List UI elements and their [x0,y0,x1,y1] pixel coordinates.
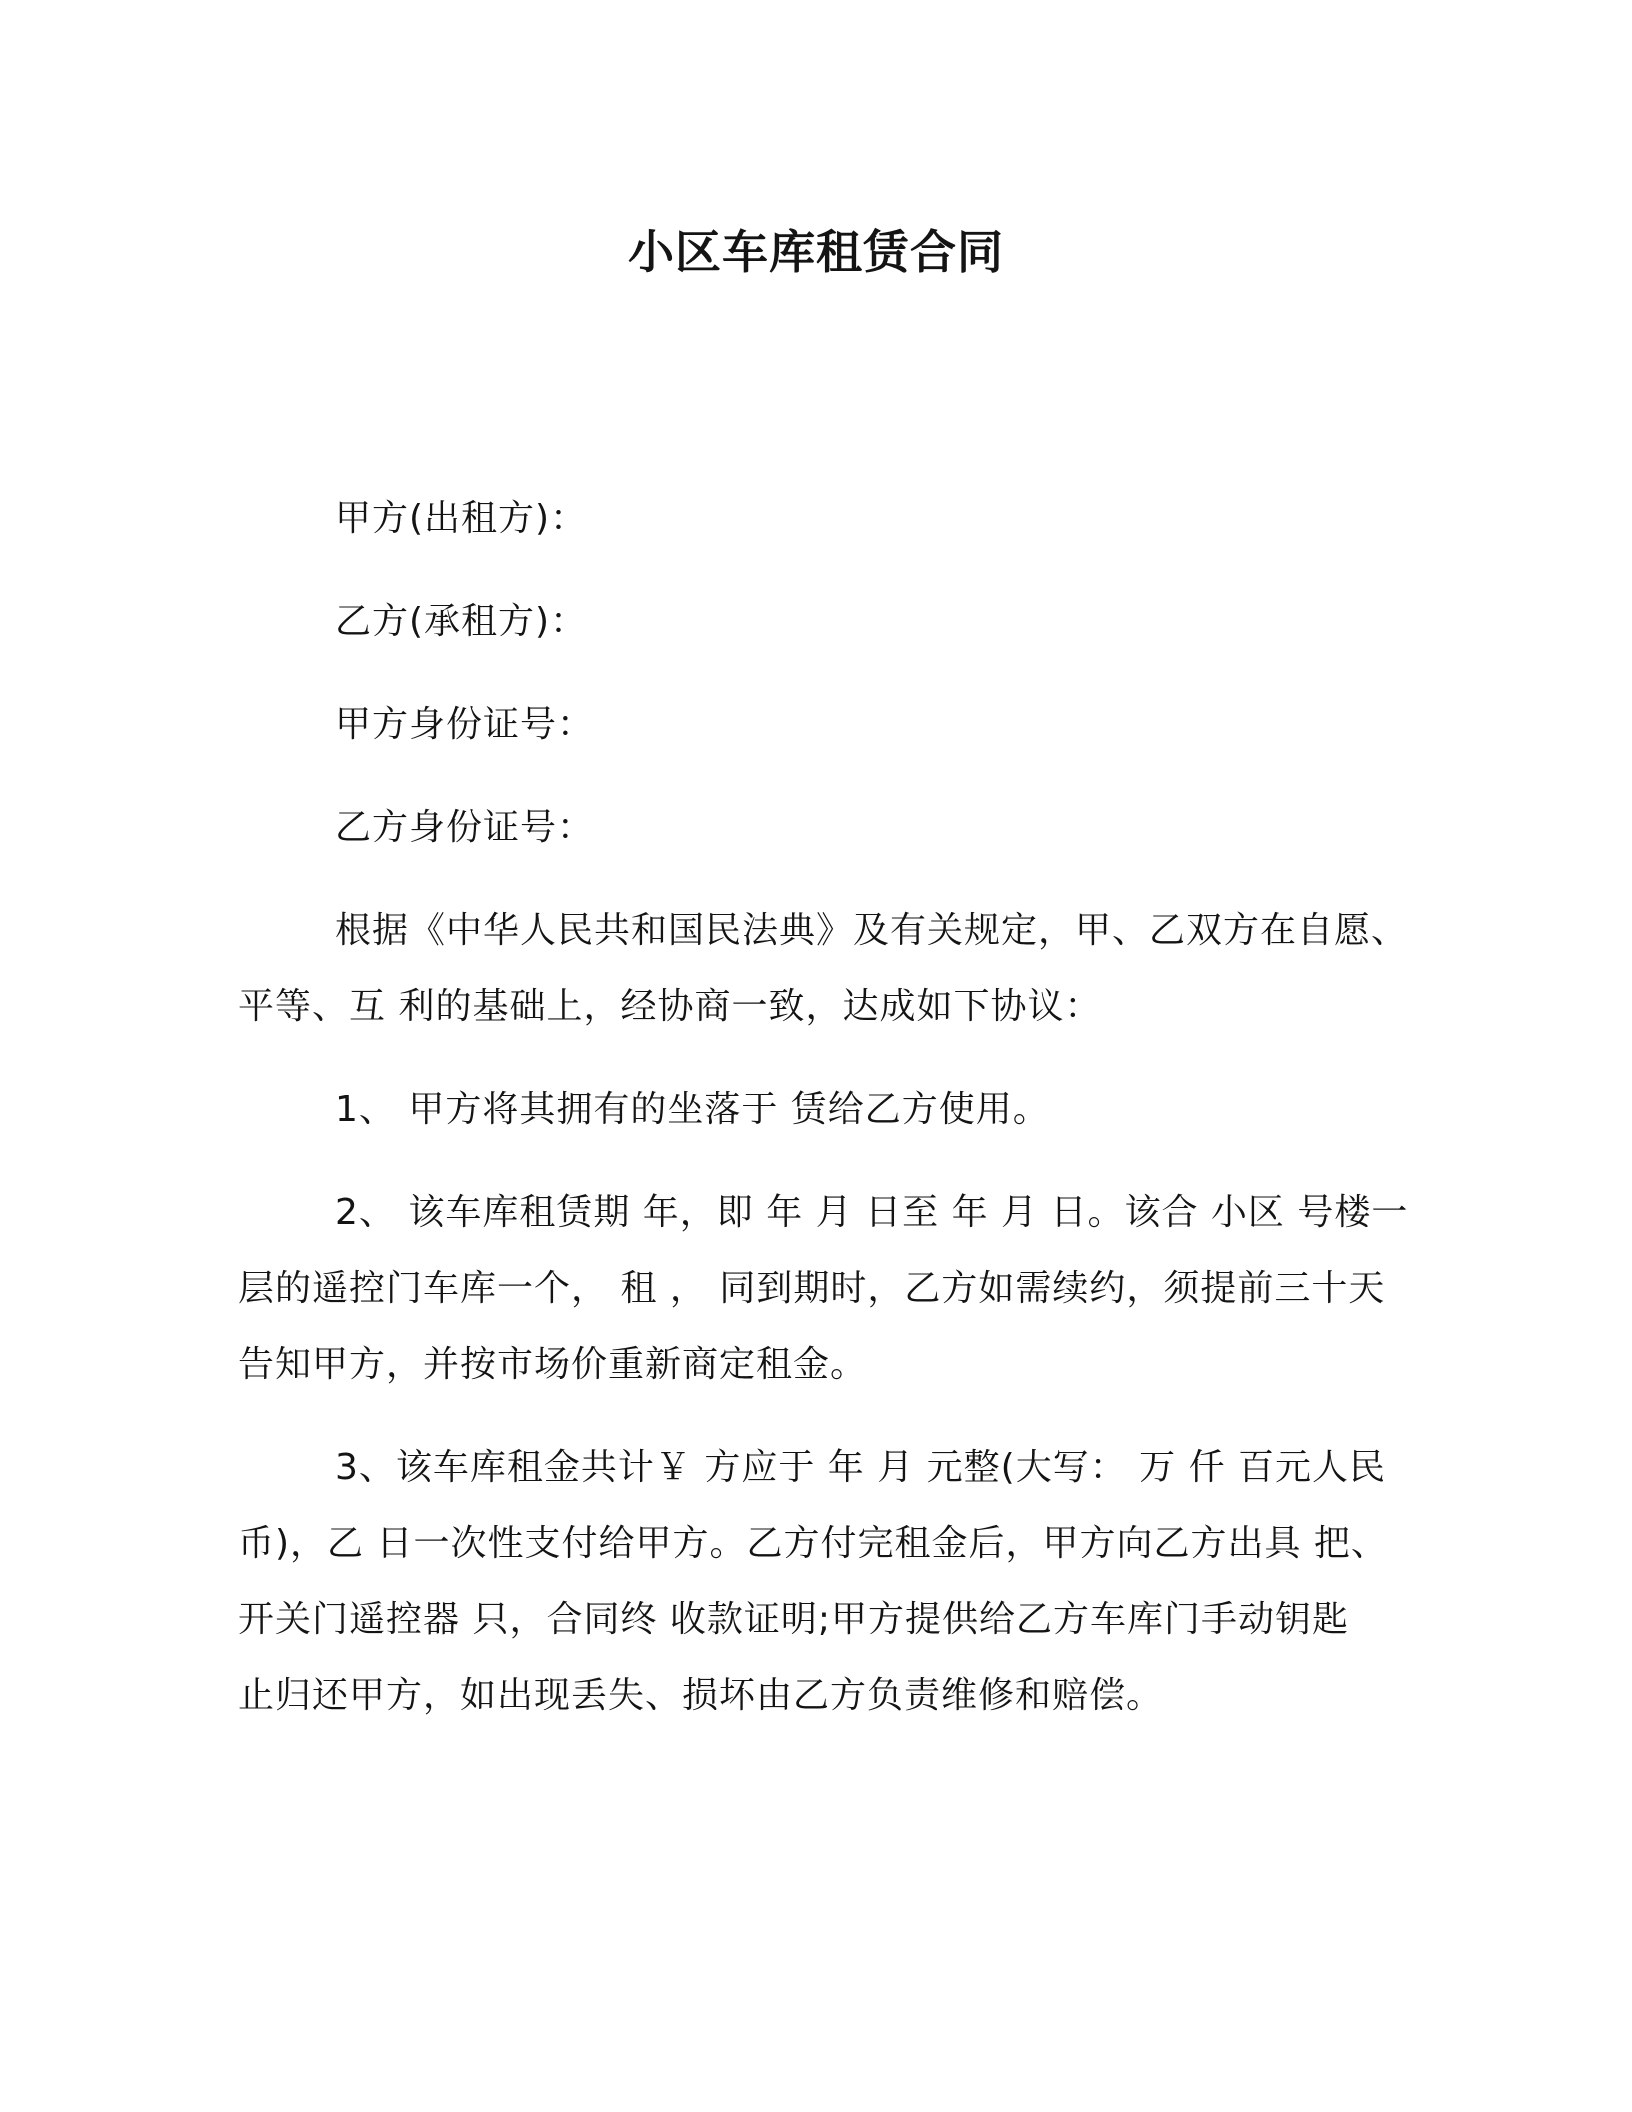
preamble-line-2: 平等、互 利的基础上，经协商一致，达成如下协议： [238,986,1102,1027]
clause2-line-1: 2、 该车库租赁期 年，即 年 月 日至 年 月 日。该合 小区 号楼一 [335,1192,1409,1233]
preamble-line-1: 根据《中华人民共和国民法典》及有关规定，甲、乙双方在自愿、 [335,910,1409,951]
clause3-line-4: 止归还甲方，如出现丢失、损坏由乙方负责维修和赔偿。 [238,1675,1164,1716]
party-b-id-line: 乙方身份证号： [335,807,595,848]
clause3-line-2: 币)，乙 日一次性支付给甲方。乙方付完租金后，甲方向乙方出具 把、 [238,1523,1388,1564]
party-a-id-line: 甲方身份证号： [335,704,595,745]
clause2-line-3: 告知甲方，并按市场价重新商定租金。 [238,1344,868,1385]
party-b-line: 乙方(承租方)： [335,601,588,642]
party-a-line: 甲方(出租方)： [335,498,588,539]
clause3-line-1: 3、该车库租金共计￥ 方应于 年 月 元整(大写： 万 仟 百元人民 [335,1447,1387,1488]
clause1-line-1: 1、 甲方将其拥有的坐落于 赁给乙方使用。 [335,1089,1050,1130]
clause3-line-3: 开关门遥控器 只，合同终 收款证明;甲方提供给乙方车库门手动钥匙 [238,1599,1350,1640]
clause2-line-2: 层的遥控门车库一个， 租 ， 同到期时，乙方如需续约，须提前三十天 [238,1268,1386,1309]
document-title: 小区车库租赁合同 [628,225,1004,279]
